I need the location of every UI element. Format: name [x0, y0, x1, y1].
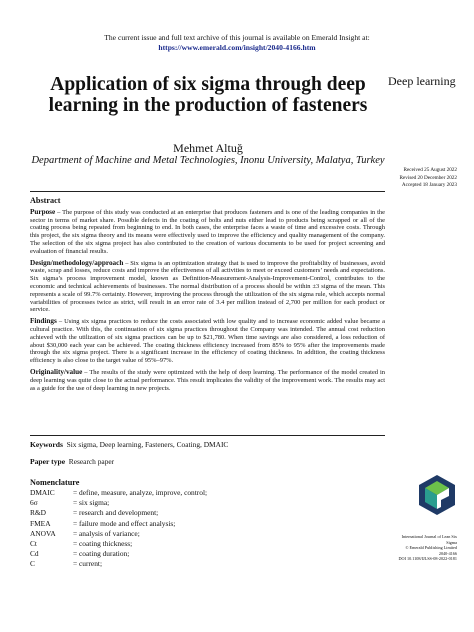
journal-name-line1: International Journal of Lean Six: [401, 534, 457, 539]
nomenclature-row: [30, 539, 207, 549]
archive-link[interactable]: https://www.emerald.com/insight/2040-4166.htm: [158, 43, 316, 52]
article-title: Application of six sigma through deep learning in the production of fasteners: [48, 74, 368, 116]
paper-type-label: Paper type: [30, 457, 66, 466]
nomenclature-table: [30, 488, 207, 570]
revised-date: Revised 20 December 2022: [399, 174, 457, 181]
nomenclature-def: = coating thickness;: [73, 539, 133, 549]
nomenclature-row: [30, 529, 207, 539]
nomenclature-abbr: DMAIC: [30, 488, 55, 497]
nomenclature-abbr: R&D: [30, 508, 47, 518]
divider-top: [30, 191, 385, 192]
journal-name-line2: Sigma: [446, 539, 457, 545]
keywords-label: Keywords: [30, 440, 63, 449]
paper-type-text: Research paper: [68, 457, 115, 466]
purpose-label: Purpose: [30, 207, 56, 216]
emerald-publishing-logo: [416, 474, 458, 516]
journal-doi: DOI 10.1108/IJLSS-08-2022-0181: [398, 556, 457, 562]
originality-label: Originality/value: [30, 367, 83, 376]
nomenclature-def: = six sigma;: [73, 498, 110, 508]
nomenclature-def: = define, measure, analyze, improve, control;: [73, 488, 208, 497]
keywords: [30, 440, 385, 449]
nomenclature-def: = current;: [73, 559, 102, 569]
section-tag: Deep learning: [388, 74, 456, 88]
nomenclature-row: [30, 498, 207, 508]
nomenclature: [30, 478, 330, 570]
nomenclature-row: [30, 559, 207, 569]
abstract-heading: Abstract: [30, 196, 61, 205]
nomenclature-def: = coating duration;: [73, 549, 130, 559]
nomenclature-row: [30, 488, 207, 498]
divider-bottom: [30, 435, 385, 436]
article-dates: [385, 167, 457, 190]
author-name: Mehmet Altuğ: [173, 141, 243, 155]
archive-note: [0, 33, 474, 53]
abstract-methodology: [30, 260, 385, 315]
methodology-text: – Six sigma is an optimization strategy that is used to improve the profitability of businesses, avoid waste, scrap and losses, reduce costs and improve the effectiveness of all activities to meet or exceed customers’ needs and expectations. Six sigma’s process improvement model, known as Definition-Measurement-Analysis-Improvement-Control, contributes to the economic and technical achievements of businesses. The normal distribution of a process should be within ±3 sigma of the mean. This represents a scale of 99.7% certainty. However, improving the process through the utilization of the six sigma rule, which accepts normal variabilities of processes twice as strict, will result in an error rate of 3.4 per million instead of 2,700 per million for each product or service.: [30, 259, 385, 314]
journal-publisher: © Emerald Publishing Limited: [405, 545, 457, 551]
nomenclature-abbr: C: [30, 559, 35, 569]
findings-text: – Using six sigma practices to reduce the costs associated with low quality and to increase economic added value became a cultural practice. With this, the continuation of six sigma practices throughout the Company was intended. The annual cost reduction achieved with the utilization of six sigma practices can be up to $21,780. When time savings are also considered, a loss reduction of about $30,000 each year can be achieved. The coating thickness efficiency increased from 85% to 95% after the improvements made through the six sigma project. There is a significant increase in the efficiency of coating thickness. In addition, the coating thickness efficiency is also close to the target value of 95%–97%.: [30, 318, 385, 365]
paper-type: [30, 457, 114, 466]
abstract-purpose: [30, 209, 385, 256]
nomenclature-row: [30, 549, 207, 559]
nomenclature-row: [30, 508, 207, 518]
abstract-originality: [30, 369, 385, 392]
author-affiliation: Department of Machine and Metal Technologies, Inonu University, Malatya, Turkey: [31, 155, 385, 166]
purpose-text: – The purpose of this study was conducted at an enterprise that produces fasteners and is one of the leading companies in the sector in terms of market share. Possible defects in the coating of bolts and nuts either lead to products being scrapped or all of the coating process being repeated from beginning to end. In both cases, the enterprise faces a waste of time and excessive costs. Through this project, the six sigma theory and its means were effectively used to improve the efficiency and quality management of the company. The selection of the six sigma project has also contributed to the creation of various documents to be used for project screening and evaluation of financial results.: [30, 208, 385, 255]
keywords-text: Six sigma, Deep learning, Fasteners, Coating, DMAIC: [66, 440, 229, 449]
nomenclature-abbr: 6σ: [30, 498, 38, 508]
received-date: Received 25 August 2022: [403, 167, 457, 173]
nomenclature-abbr: Cd: [30, 549, 39, 559]
nomenclature-def: = research and development;: [73, 508, 159, 518]
nomenclature-abbr: Ct: [30, 539, 37, 549]
nomenclature-row: [30, 519, 207, 529]
accepted-date: Accepted 18 January 2023: [401, 182, 457, 188]
findings-label: Findings: [30, 317, 57, 326]
originality-text: – The results of the study were optimized with the help of deep learning. The performance of the model created in deep learning was quite close to the actual performance. This result implicates the validity of the improvement work. The results may act as a guide for the use of deep learning in new projects.: [30, 368, 385, 392]
nomenclature-abbr: FMEA: [30, 518, 51, 528]
nomenclature-heading: Nomenclature: [30, 478, 80, 487]
nomenclature-def: = analysis of variance;: [73, 528, 140, 538]
journal-issn: 2040-4166: [438, 550, 457, 556]
abstract: [30, 197, 385, 395]
journal-info: [385, 534, 457, 562]
methodology-label: Design/methodology/approach: [30, 258, 124, 267]
archive-line: The current issue and full text archive of this journal is available on Emerald Insight at:: [104, 33, 370, 42]
nomenclature-abbr: ANOVA: [30, 528, 56, 538]
abstract-findings: [30, 318, 385, 365]
nomenclature-def: = failure mode and effect analysis;: [73, 518, 176, 528]
